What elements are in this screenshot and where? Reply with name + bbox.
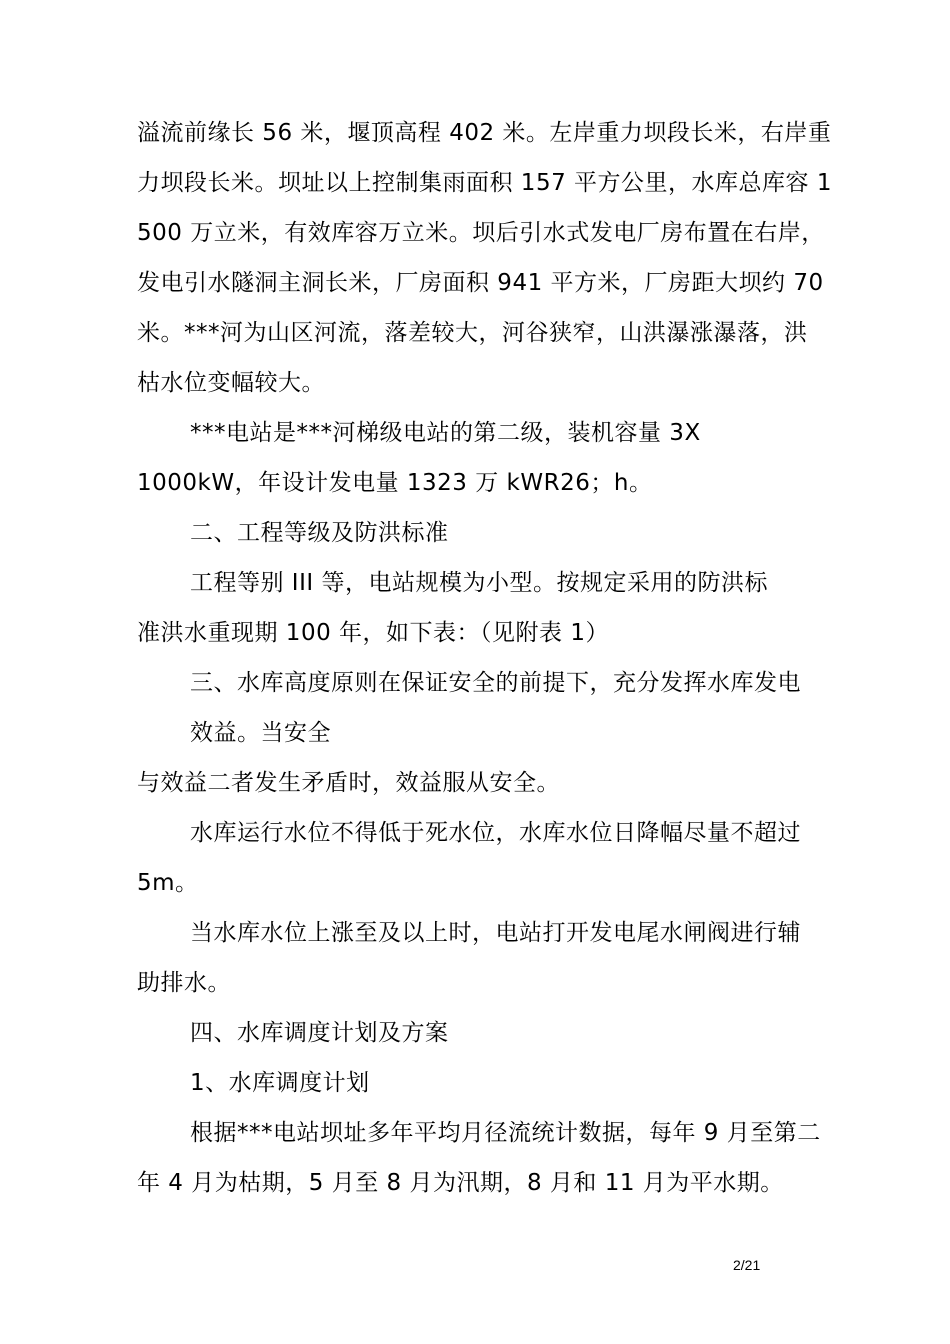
section-heading-4: 四、水库调度计划及方案: [190, 1020, 449, 1046]
body-line-15: 水库运行水位不得低于死水位，水库水位日降幅尽量不超过: [190, 820, 801, 846]
body-line-21: 根据***电站坝址多年平均月径流统计数据，每年 9 月至第二: [190, 1120, 821, 1146]
body-line-1: 溢流前缘长 56 米，堰顶高程 402 米。左岸重力坝段长米，右岸重: [137, 120, 832, 146]
body-line-10: 工程等别 III 等，电站规模为小型。按规定采用的防洪标: [190, 570, 768, 596]
body-line-3: 500 万立米，有效库容万立米。坝后引水式发电厂房布置在右岸，: [137, 220, 825, 246]
body-line-5: 米。***河为山区河流，落差较大，河谷狭窄，山洪瀑涨瀑落，洪: [137, 320, 808, 346]
body-line-22: 年 4 月为枯期，5 月至 8 月为汛期，8 月和 11 月为平水期。: [137, 1170, 784, 1196]
body-line-16: 5m。: [137, 870, 199, 896]
body-line-17: 当水库水位上涨至及以上时，电站打开发电尾水闸阀进行辅: [190, 920, 801, 946]
page-number: 2/21: [733, 1257, 761, 1273]
body-line-11: 准洪水重现期 100 年，如下表：（见附表 1）: [137, 620, 609, 646]
body-line-8: 1000kW，年设计发电量 1323 万 kWR26；h。: [137, 470, 653, 496]
subsection-heading-1: 1、水库调度计划: [190, 1070, 370, 1096]
body-line-2: 力坝段长米。坝址以上控制集雨面积 157 平方公里，水库总库容 1: [137, 170, 832, 196]
body-line-14: 与效益二者发生矛盾时，效益服从安全。: [137, 770, 560, 796]
section-heading-2: 二、工程等级及防洪标准: [190, 520, 449, 546]
body-line-7: ***电站是***河梯级电站的第二级，装机容量 3X: [190, 420, 701, 446]
body-line-6: 枯水位变幅较大。: [137, 370, 325, 396]
section-heading-3: 三、水库高度原则在保证安全的前提下，充分发挥水库发电: [190, 670, 801, 696]
body-line-18: 助排水。: [137, 970, 231, 996]
body-line-4: 发电引水隧洞主洞长米，厂房面积 941 平方米，厂房距大坝约 70: [137, 270, 824, 296]
body-line-13: 效益。当安全: [190, 720, 331, 746]
